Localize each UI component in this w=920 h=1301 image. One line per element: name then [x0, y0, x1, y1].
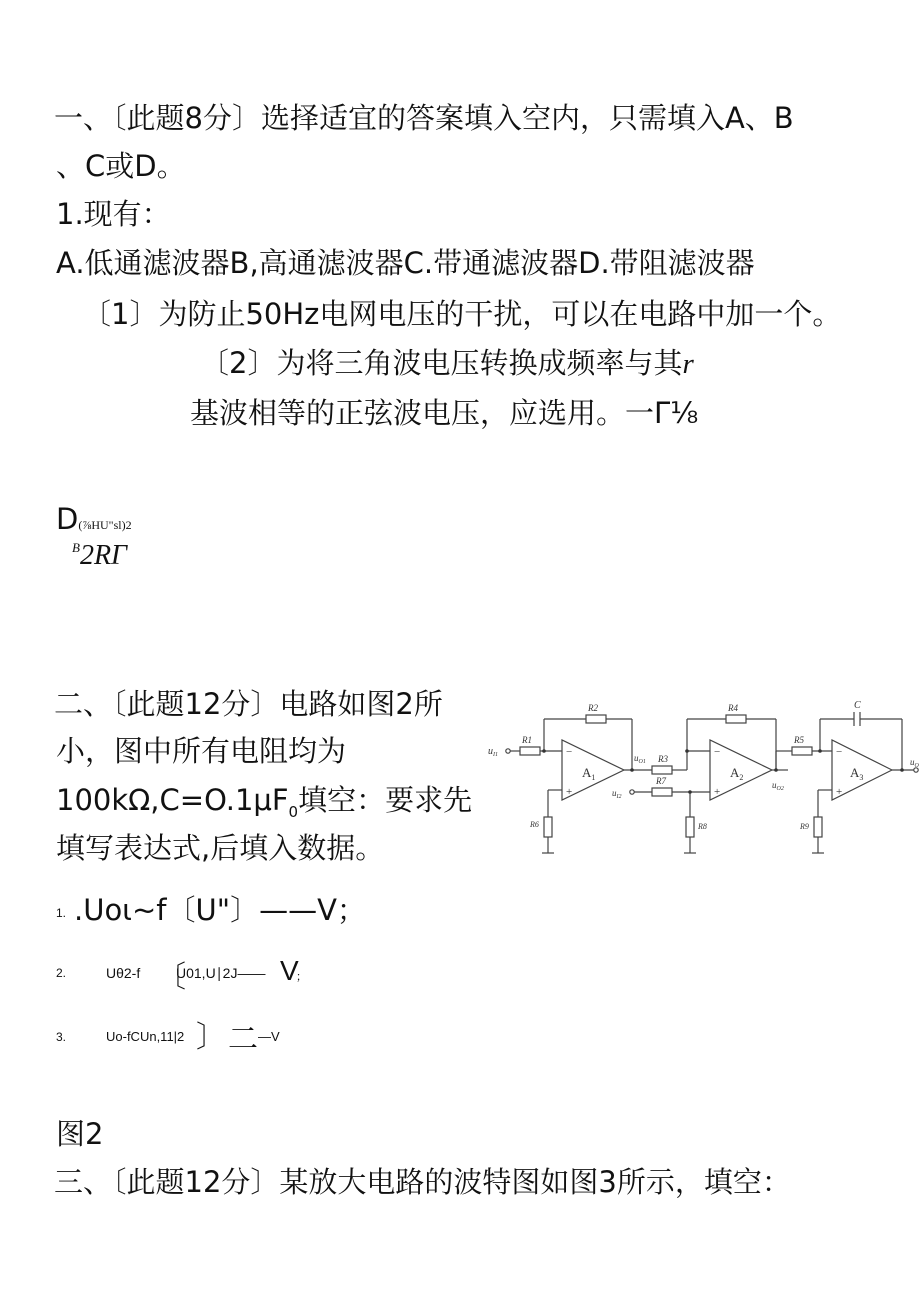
- section2-line3a: 100kΩ,C=O.1μF: [56, 783, 289, 817]
- garbled-small: (⅞HU"sl)2: [78, 518, 132, 532]
- blank-2-text-b: U01,U∣2J——: [176, 965, 266, 981]
- section2-line1: 二、〔此题12分〕电路如图2所: [54, 687, 443, 721]
- label-ui2: $u_{I2}$: [612, 788, 622, 800]
- section2-line3: [56, 783, 473, 821]
- label-uo2: $u_{O2}$: [772, 780, 784, 792]
- blank-2-number: 2.: [56, 966, 67, 980]
- garbled-b: B: [72, 540, 80, 555]
- figure-2-caption: 图2: [56, 1117, 104, 1151]
- resistor-r7: [652, 788, 672, 796]
- label-a3: $A_3$: [850, 765, 864, 782]
- blank-3-eq: 二: [228, 1023, 258, 1056]
- garbled-formula-line2: [72, 540, 127, 572]
- section2-line3-sub: 0: [288, 802, 299, 821]
- label-c: C: [854, 700, 861, 711]
- blank-3-v: —V: [258, 1029, 280, 1044]
- section3-heading: 三、〔此题12分〕某放大电路的波特图如图3所示，填空：: [54, 1165, 791, 1199]
- resistor-r3: [652, 766, 672, 774]
- label-plus-a3: +: [836, 786, 843, 798]
- blank-3-text-a: Uo-fCUn,11|2: [106, 1029, 185, 1044]
- label-r7: R7: [656, 776, 666, 786]
- label-a2: $A_2$: [730, 765, 744, 782]
- label-uo1: $u_{O1}$: [634, 753, 646, 765]
- resistor-r2: [586, 715, 606, 723]
- label-minus-a2: −: [714, 746, 721, 758]
- label-r3: R3: [658, 754, 668, 764]
- label-ui1: $u_{I1}$: [488, 746, 498, 758]
- garbled-d: D: [56, 502, 79, 536]
- blank-2-bracket: 〔: [156, 961, 186, 994]
- section2-line2: 小，图中所有电阻均为: [56, 734, 347, 768]
- label-uo: $u_O$: [910, 757, 919, 769]
- label-r5: R5: [794, 735, 804, 745]
- resistor-r6: [544, 817, 552, 837]
- label-minus-a3: −: [836, 746, 843, 758]
- item-2-line2: 基波相等的正弦波电压，应选用。一Γ⅛: [190, 396, 699, 430]
- section2-line3b: 填空：要求先: [298, 783, 473, 817]
- blank-3-number: 3.: [56, 1030, 67, 1044]
- resistor-r8: [686, 817, 694, 837]
- filter-options: A.低通滤波器B,高通滤波器C.带通滤波器D.带阻滤波器: [56, 246, 755, 280]
- section1-heading-line2: 、C或D。: [56, 149, 186, 183]
- blank-2-v: V: [280, 955, 299, 986]
- resistor-r5: [792, 747, 812, 755]
- label-r4: R4: [728, 703, 738, 713]
- blank-2-text-a: Uθ2-f: [106, 965, 141, 981]
- blank-2-end: ；: [296, 971, 307, 983]
- garbled-formula-line1: [56, 502, 132, 536]
- item-2-line1: [200, 346, 694, 380]
- item-1: 〔1〕为防止50Hz电网电压的干扰，可以在电路中加一个。: [82, 297, 842, 331]
- label-r8: R8: [698, 822, 707, 831]
- label-a1: $A_1$: [582, 765, 596, 782]
- item-2-r: r: [682, 348, 694, 380]
- label-r6: R6: [530, 820, 539, 829]
- blank-1-number: 1.: [56, 906, 67, 920]
- blank-1-text: .Uoι~f〔U"〕——V；: [74, 893, 366, 927]
- label-r9: R9: [800, 822, 809, 831]
- section2-line4: 填写表达式,后填入数据。: [56, 831, 385, 865]
- resistor-r4: [726, 715, 746, 723]
- section1-heading-line1: 一、〔此题8分〕选择适宜的答案填入空内，只需填入A、B: [54, 101, 794, 135]
- resistor-r9: [814, 817, 822, 837]
- resistor-r1: [520, 747, 540, 755]
- label-plus-a2: +: [714, 786, 721, 798]
- item-2-text: 〔2〕为将三角波电压转换成频率与其: [200, 346, 683, 380]
- label-plus-a1: +: [566, 786, 573, 798]
- label-r2: R2: [588, 703, 598, 713]
- question1-label: 1.现有：: [56, 197, 171, 231]
- label-minus-a1: −: [566, 746, 573, 758]
- label-r1: R1: [522, 735, 532, 745]
- circuit-diagram: [482, 695, 920, 865]
- garbled-rest: 2RΓ: [79, 540, 127, 571]
- blank-3-bracket: 〕: [196, 1021, 226, 1054]
